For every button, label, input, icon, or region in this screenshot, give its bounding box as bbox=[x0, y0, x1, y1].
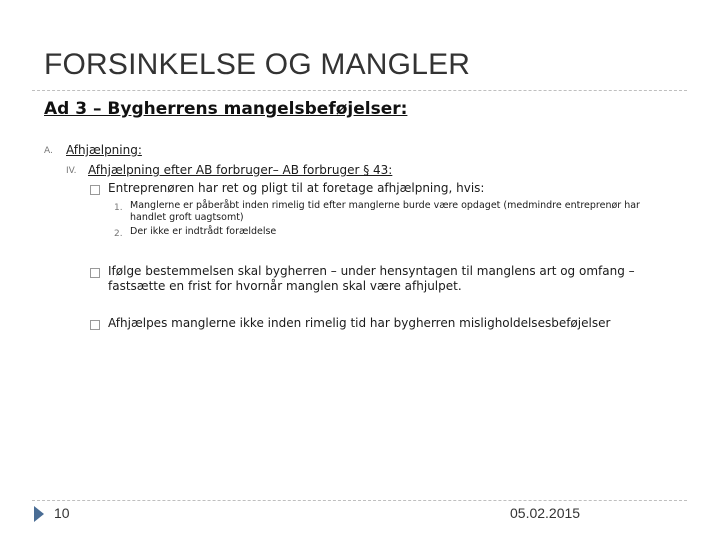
list-item: Manglerne er påberåbt inden rimelig tid efter manglerne burde være opdaget (medmindre entreprenør har handlet groft uagtsomt) bbox=[130, 200, 640, 223]
list-item: Afhjælpning efter AB forbruger– AB forbruger § 43: bbox=[88, 163, 393, 177]
list-marker: IV. bbox=[66, 166, 77, 176]
checkbox-bullet-icon bbox=[90, 268, 100, 278]
list-marker: A. bbox=[44, 146, 53, 156]
footer-divider bbox=[32, 500, 687, 501]
list-item: Afhjælpes manglerne ikke inden rimelig tid har bygherren misligholdelsesbeføjelser bbox=[108, 316, 611, 330]
list-marker: 2. bbox=[114, 229, 123, 239]
list-item: Der ikke er indtrådt forældelse bbox=[130, 226, 277, 237]
checkbox-bullet-icon bbox=[90, 185, 100, 195]
list-marker: 1. bbox=[114, 203, 123, 213]
page-number: 10 bbox=[54, 505, 70, 521]
slide-title: FORSINKELSE OG MANGLER bbox=[44, 48, 471, 81]
list-item: Ifølge bestemmelsen skal bygherren – under hensyntagen til manglens art og omfang – fastsætte en frist for hvornår manglen skal være afhjulpet. bbox=[108, 264, 635, 293]
play-arrow-icon bbox=[34, 506, 44, 522]
list-item: Entreprenøren har ret og pligt til at foretage afhjælpning, hvis: bbox=[108, 181, 485, 195]
list-item: Afhjælpning: bbox=[66, 143, 142, 157]
checkbox-bullet-icon bbox=[90, 320, 100, 330]
slide-date: 05.02.2015 bbox=[510, 505, 581, 521]
section-heading: Ad 3 – Bygherrens mangelsbeføjelser: bbox=[44, 99, 408, 119]
title-divider bbox=[32, 90, 687, 91]
